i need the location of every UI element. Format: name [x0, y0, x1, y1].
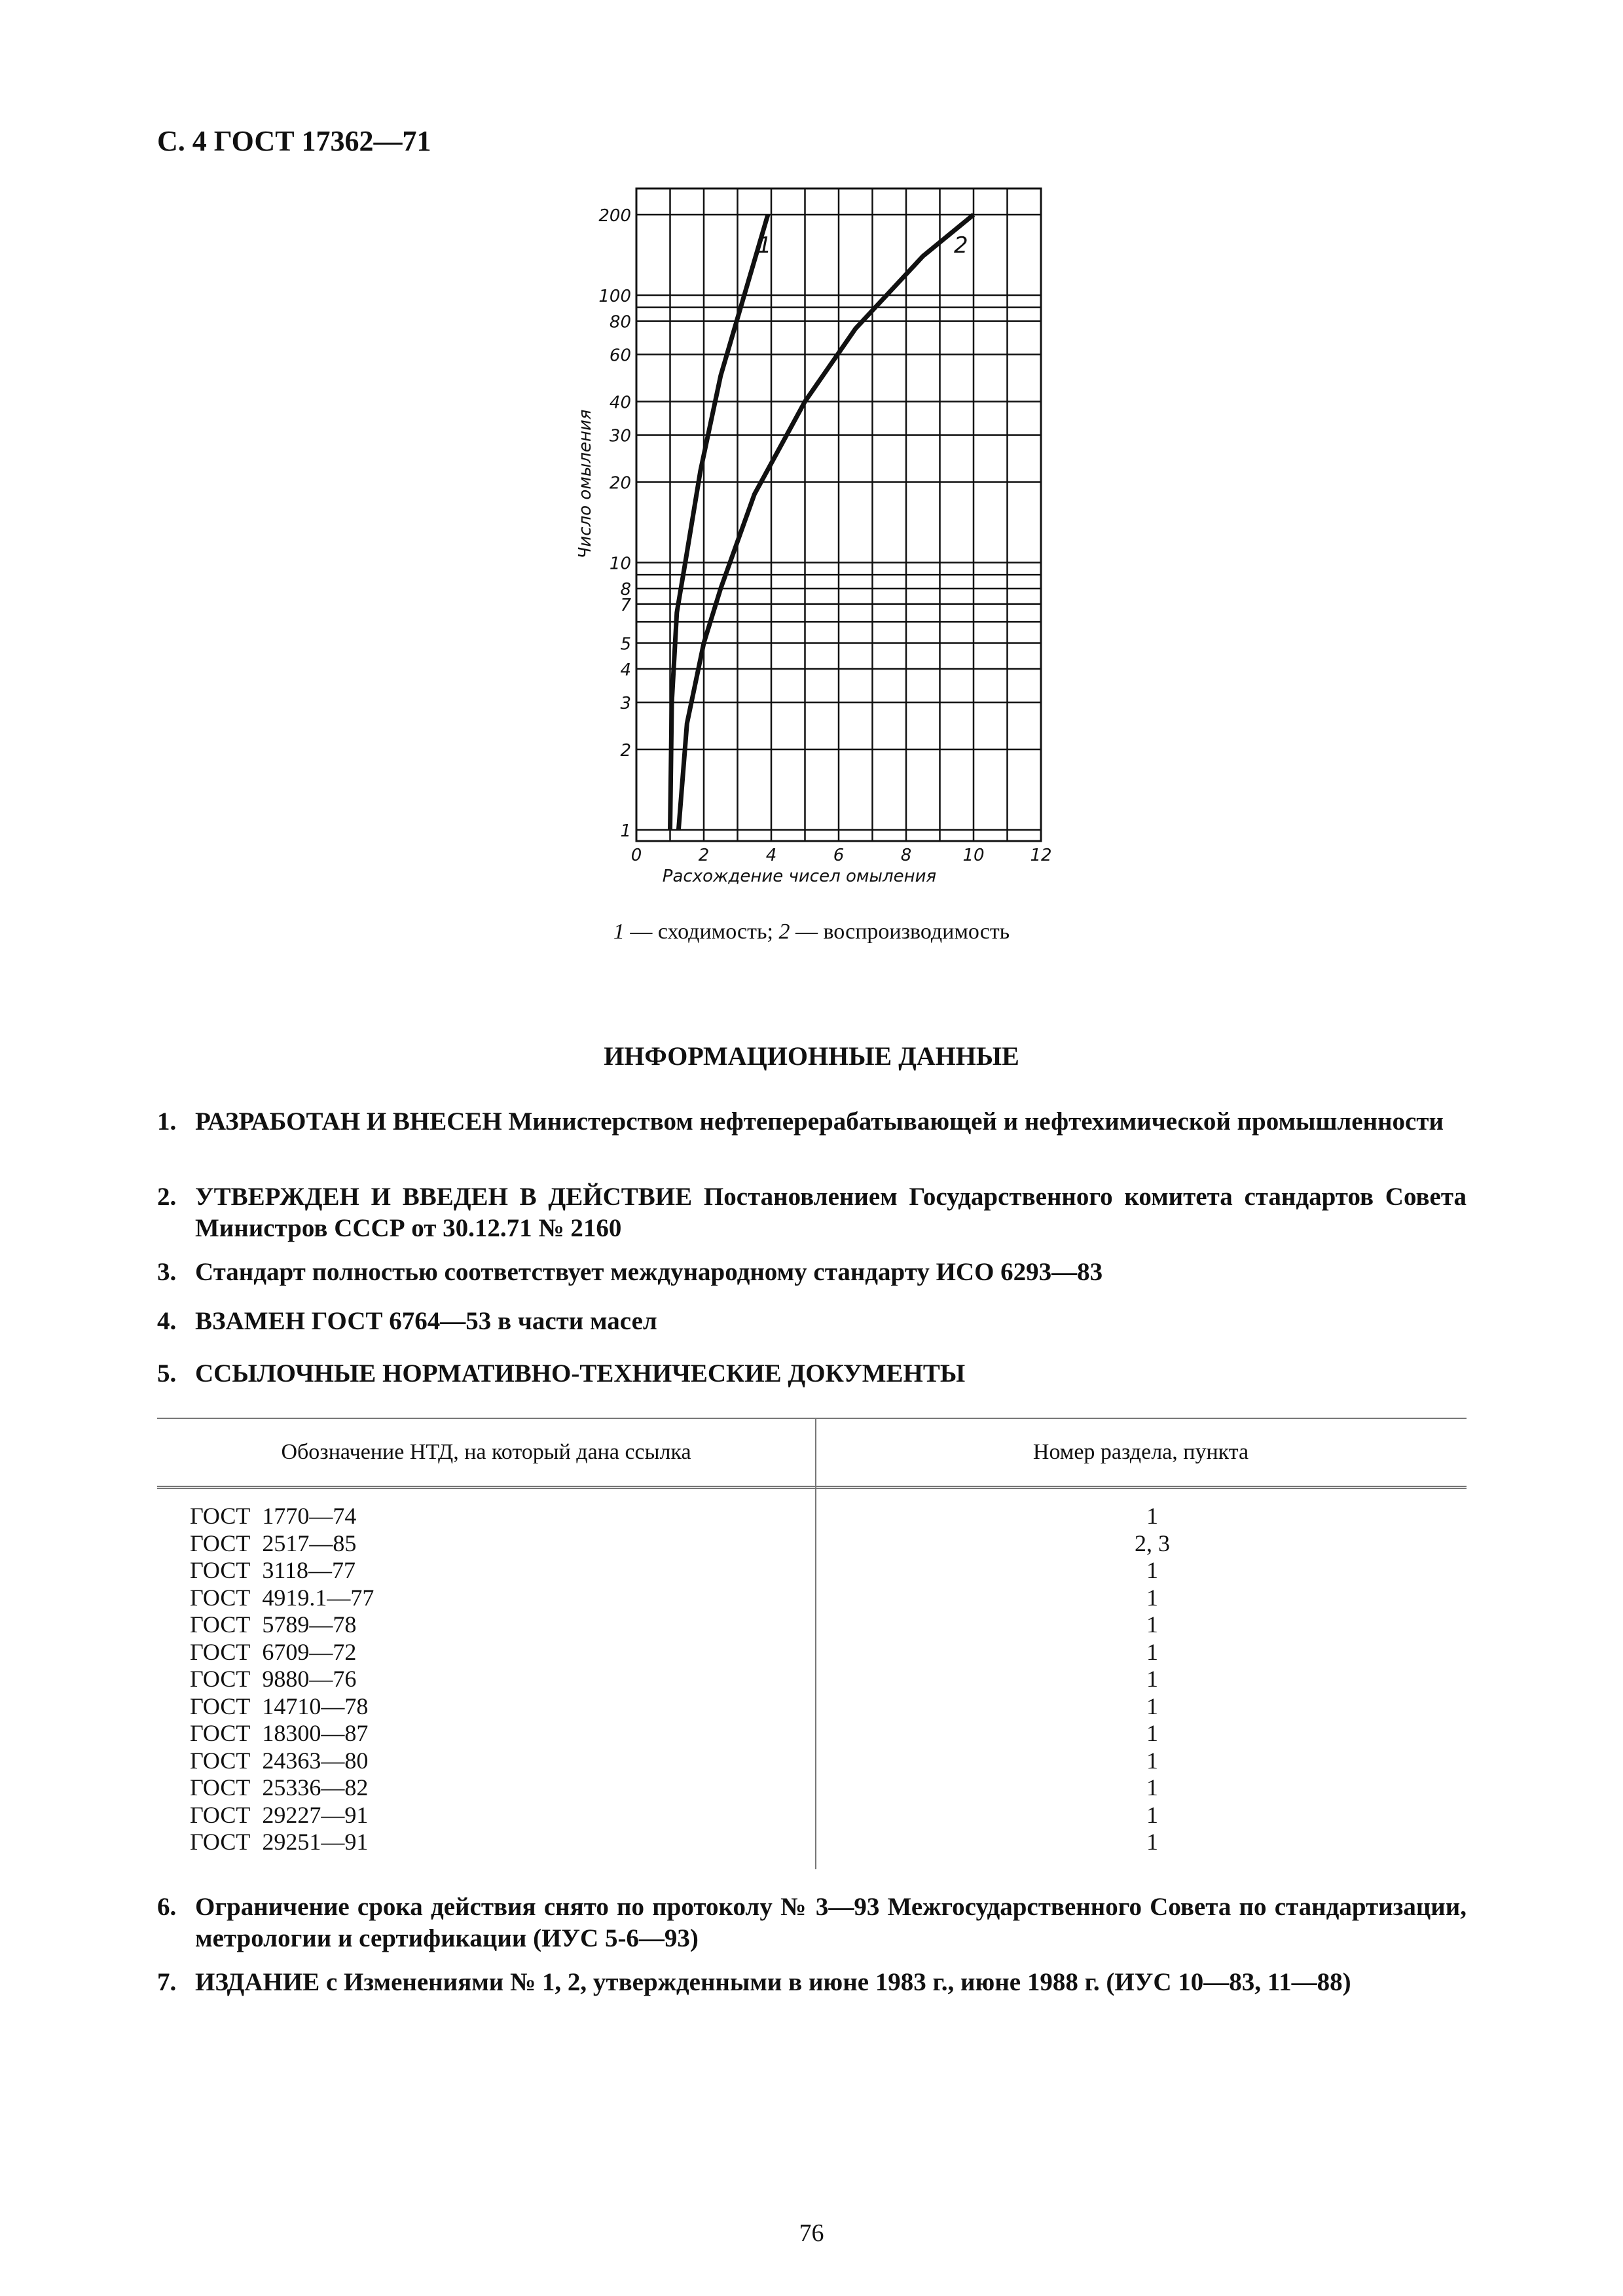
item-text: ССЫЛОЧНЫЕ НОРМАТИВНО-ТЕХНИЧЕСКИЕ ДОКУМЕНТЫ [195, 1359, 966, 1388]
reference-doc: ГОСТ 24363—80 [190, 1747, 369, 1774]
x-tick-label: 2 [698, 846, 710, 865]
item-number: 2. [157, 1183, 177, 1211]
reference-doc: ГОСТ 6709—72 [190, 1638, 357, 1665]
item-number: 4. [157, 1307, 177, 1335]
section-number: 2, 3 [1135, 1530, 1170, 1556]
section-number: 1 [1146, 1747, 1158, 1774]
caption-text-1: — сходимость; [624, 920, 779, 944]
section-number: 1 [1146, 1638, 1158, 1665]
y-tick-label: 30 [609, 426, 631, 446]
y-axis-label: Число омыления [575, 409, 595, 559]
y-tick-label: 40 [609, 393, 631, 413]
reference-doc: ГОСТ 29251—91 [190, 1829, 369, 1855]
item-number: 5. [157, 1359, 177, 1388]
section-number-list [1054, 1503, 1250, 1856]
y-tick-label: 60 [609, 346, 631, 366]
reference-doc: ГОСТ 18300—87 [190, 1720, 369, 1746]
item-body: Постановлением Государственного комитета стандартов Совета Министров СССР от 30.12.71 № 2160 [195, 1183, 1467, 1242]
section-title: ИНФОРМАЦИОННЫЕ ДАННЫЕ [604, 1041, 1019, 1071]
figure-caption [0, 920, 1623, 944]
item-text: Ограничение срока действия снято по протоколу № 3—93 Межгосударственного Совета по стандартизации, метрологии и сертификации (ИУС 5-6—93) [195, 1893, 1467, 1952]
section-number: 1 [1146, 1829, 1158, 1855]
item-text [195, 1967, 1467, 1998]
item-number: 1. [157, 1107, 177, 1136]
reference-doc: ГОСТ 2517—85 [190, 1530, 357, 1556]
y-tick-label: 3 [620, 694, 631, 714]
reference-doc: ГОСТ 5789—78 [190, 1611, 357, 1638]
y-tick-label: 7 [620, 595, 631, 615]
item-number: 6. [157, 1893, 177, 1921]
item-number: 3. [157, 1258, 177, 1286]
y-tick-label: 8 [620, 580, 631, 600]
info-item-4 [157, 1306, 1467, 1337]
y-tick-label: 2 [620, 741, 631, 761]
series-label-1: 1 [757, 232, 772, 259]
x-tick-label: 0 [630, 846, 642, 865]
saponification-chart [563, 183, 1061, 897]
table-header-rule [157, 1486, 1467, 1489]
info-item-1 [157, 1106, 1467, 1138]
caption-num-2: 2 [778, 920, 790, 944]
y-tick-label: 200 [598, 206, 631, 226]
info-item-7 [157, 1967, 1467, 1998]
y-tick-label: 20 [609, 473, 631, 493]
section-number: 1 [1146, 1720, 1158, 1746]
series-label-2: 2 [954, 232, 968, 259]
item-text [195, 1106, 1467, 1138]
x-tick-label: 4 [765, 846, 777, 865]
item-text [195, 1181, 1467, 1244]
section-number: 1 [1146, 1693, 1158, 1719]
y-tick-label: 80 [609, 312, 631, 332]
section-number: 1 [1146, 1611, 1158, 1638]
x-tick-label: 8 [900, 846, 912, 865]
x-tick-label: 6 [833, 846, 845, 865]
item-body: в части масел [491, 1307, 657, 1335]
info-item-3 [157, 1257, 1467, 1288]
page-header: С. 4 ГОСТ 17362—71 [157, 125, 431, 157]
item-text: Стандарт полностью соответствует международному стандарту ИСО 6293—83 [195, 1258, 1103, 1286]
reference-doc: ГОСТ 29227—91 [190, 1801, 369, 1828]
section-number: 1 [1146, 1503, 1158, 1529]
x-tick-label: 10 [962, 846, 985, 865]
item-lead: ИЗДАНИЕ [195, 1968, 320, 1996]
section-number: 1 [1146, 1801, 1158, 1828]
y-tick-label: 1 [620, 821, 631, 841]
reference-doc: ГОСТ 3118—77 [190, 1557, 356, 1583]
y-tick-label: 10 [609, 554, 631, 574]
caption-text-2: — воспроизводимость [790, 920, 1010, 944]
reference-list [190, 1503, 374, 1856]
table-column-divider [815, 1418, 816, 1869]
item-lead: УТВЕРЖДЕН И ВВЕДЕН В ДЕЙСТВИЕ [195, 1183, 693, 1211]
info-item-2 [157, 1181, 1467, 1244]
x-axis-label: Расхождение чисел омыления [662, 867, 937, 886]
section-number: 1 [1146, 1557, 1158, 1583]
reference-doc: ГОСТ 9880—76 [190, 1666, 357, 1692]
section-number: 1 [1146, 1774, 1158, 1801]
reference-doc: ГОСТ 1770—74 [190, 1503, 357, 1529]
caption-num-1: 1 [613, 920, 625, 944]
y-tick-label: 5 [620, 634, 631, 655]
item-body: Министерством нефтеперерабатывающей и нефтехимической промышленности [501, 1107, 1444, 1136]
y-tick-label: 4 [620, 660, 631, 681]
table-header-ntd: Обозначение НТД, на который дана ссылка [281, 1440, 691, 1464]
section-number: 1 [1146, 1666, 1158, 1692]
section-number: 1 [1146, 1584, 1158, 1611]
x-tick-label: 12 [1030, 846, 1052, 865]
item-number: 7. [157, 1968, 177, 1996]
table-header-section: Номер раздела, пункта [1032, 1440, 1249, 1464]
item-body: с Изменениями № 1, 2, утвержденными в июне 1983 г., июне 1988 г. (ИУС 10—83, 11—88) [319, 1968, 1351, 1996]
reference-doc: ГОСТ 4919.1—77 [190, 1584, 374, 1611]
y-tick-label: 100 [598, 286, 631, 306]
item-text [195, 1306, 1467, 1337]
page-number: 76 [799, 2219, 824, 2247]
info-item-6 [157, 1892, 1467, 1954]
table-top-rule [157, 1418, 1467, 1419]
reference-doc: ГОСТ 14710—78 [190, 1693, 369, 1719]
item-lead: ВЗАМЕН ГОСТ 6764—53 [195, 1307, 492, 1335]
item-lead: РАЗРАБОТАН И ВНЕСЕН [195, 1107, 502, 1136]
reference-doc: ГОСТ 25336—82 [190, 1774, 369, 1801]
info-item-5 [157, 1358, 1467, 1390]
